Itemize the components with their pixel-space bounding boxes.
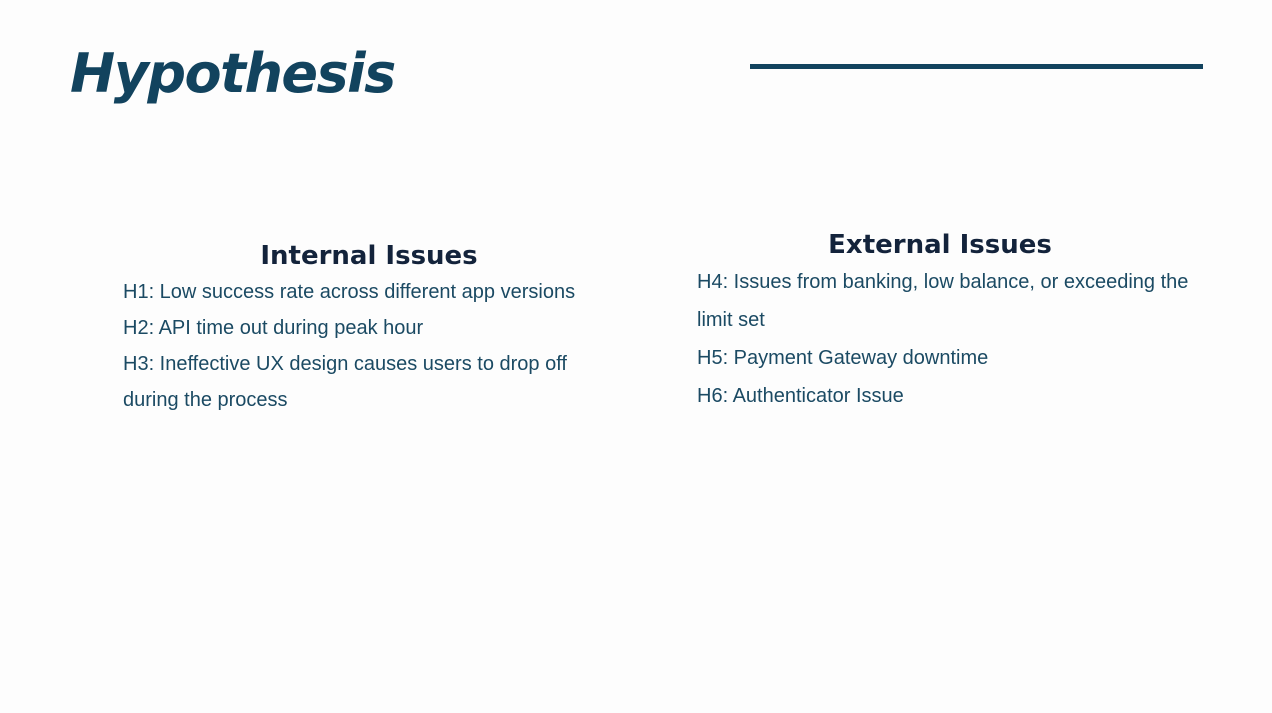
hypothesis-h1: H1: Low success rate across different app versions	[123, 281, 576, 303]
title-divider-line	[750, 64, 1203, 69]
internal-issues-heading: Internal Issues	[260, 241, 478, 271]
internal-issues-column	[123, 238, 613, 418]
hypothesis-h6: H6: Authenticator Issue	[697, 385, 904, 407]
external-issues-column	[697, 227, 1197, 415]
hypothesis-h4: H4: Issues from banking, low balance, or exceeding the limit set	[697, 271, 1189, 331]
hypothesis-h2: H2: API time out during peak hour	[123, 317, 424, 339]
external-issues-list	[697, 263, 1197, 415]
slide-title: Hypothesis	[70, 42, 395, 105]
hypothesis-h3: H3: Ineffective UX design causes users to drop off during the process	[123, 353, 567, 411]
external-issues-heading: External Issues	[828, 230, 1052, 260]
hypothesis-h5: H5: Payment Gateway downtime	[697, 347, 989, 369]
internal-issues-list	[123, 274, 613, 418]
